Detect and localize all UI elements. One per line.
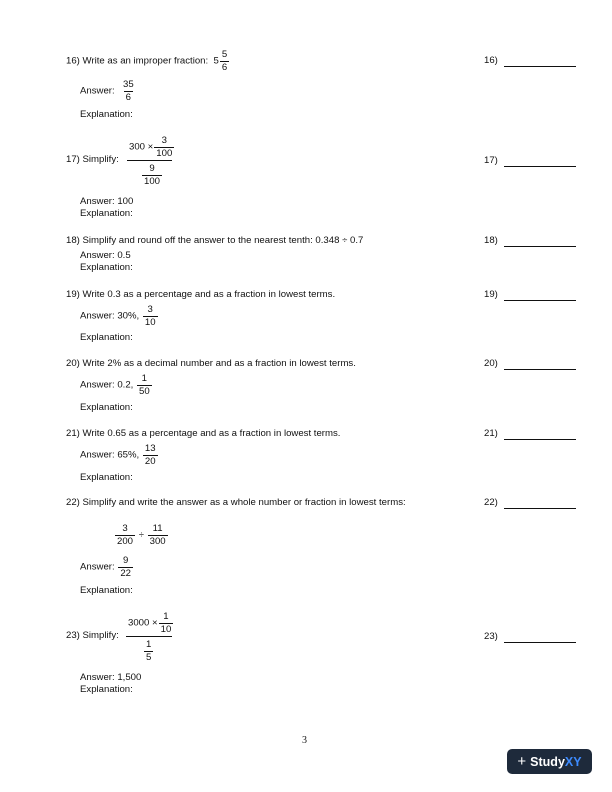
q23-top-expression: 3000 × $\frac{1}{10}$ (128, 611, 172, 635)
answer-label: Answer: 0.2, (80, 379, 134, 391)
answer-16 (80, 80, 137, 102)
question-18-text: 18) Simplify and round off the answer to the nearest tenth: 0.348 ÷ 0.7 (66, 235, 364, 246)
q17-main-fraction-bar (127, 160, 172, 161)
answer-fraction: $\frac{3}{10}$ (144, 304, 156, 328)
question-22-text: 22) Simplify and write the answer as a whole number or fraction in lowest terms: (66, 497, 406, 508)
answer-fraction: $\frac{13}{20}$ (144, 443, 156, 467)
answer-fraction: $\frac{1}{50}$ (139, 373, 150, 397)
answer-blank-20[interactable] (504, 369, 576, 370)
answer-22 (80, 556, 134, 578)
question-16-text: 16) Write as an improper fraction: (66, 55, 209, 67)
q23-main-fraction-bar (126, 636, 172, 637)
divide-operator: ÷ (138, 529, 144, 541)
answer-number-16: 16) (484, 55, 498, 66)
plus-icon: + (517, 753, 527, 770)
mixed-number-whole: 5 (213, 55, 219, 67)
question-20-text: 20) Write 2% as a decimal number and as a fraction in lowest terms. (66, 358, 356, 369)
answer-number-23: 23) (484, 631, 498, 642)
answer-fraction: $\frac{35}{6}$ (123, 79, 134, 103)
answer-number-21: 21) (484, 428, 498, 439)
answer-18: Answer: 0.5 (80, 250, 131, 261)
answer-label: Answer: (80, 561, 115, 573)
answer-19 (80, 305, 159, 327)
answer-label: Answer: 65%, (80, 449, 140, 461)
answer-blank-21[interactable] (504, 439, 576, 440)
explanation-23: Explanation: (80, 684, 133, 695)
answer-fraction: $\frac{9}{22}$ (120, 555, 131, 579)
answer-label: Answer: 30%, (80, 310, 140, 322)
question-16 (66, 50, 230, 72)
answer-blank-17[interactable] (504, 166, 576, 167)
question-19-text: 19) Write 0.3 as a percentage and as a fraction in lowest terms. (66, 289, 336, 300)
explanation-22: Explanation: (80, 585, 133, 596)
explanation-21: Explanation: (80, 472, 133, 483)
explanation-20: Explanation: (80, 402, 133, 413)
answer-number-18: 18) (484, 235, 498, 246)
answer-17: Answer: 100 (80, 196, 134, 207)
answer-blank-16[interactable] (504, 66, 576, 67)
question-21-text: 21) Write 0.65 as a percentage and as a fraction in lowest terms. (66, 428, 341, 439)
q17-top-expression: 300 × $\frac{3}{100}$ (129, 135, 173, 159)
answer-number-17: 17) (484, 155, 498, 166)
page-number: 3 (302, 735, 307, 746)
explanation-19: Explanation: (80, 332, 133, 343)
answer-blank-22[interactable] (504, 508, 576, 509)
answer-21 (80, 444, 159, 466)
answer-label: Answer: (80, 85, 115, 97)
answer-blank-19[interactable] (504, 300, 576, 301)
answer-number-19: 19) (484, 289, 498, 300)
answer-blank-18[interactable] (504, 246, 576, 247)
q23-bottom-fraction: $\frac{1}{5}$ (146, 639, 152, 663)
explanation-18: Explanation: (80, 262, 133, 273)
q17-bottom-fraction: $\frac{9}{100}$ (144, 163, 161, 187)
explanation-16: Explanation: (80, 109, 133, 120)
explanation-17: Explanation: (80, 208, 133, 219)
studyxy-logo: + Study XY (507, 749, 592, 774)
question-23-label: 23) Simplify: (66, 630, 119, 641)
mixed-number-fraction: $\frac{5}{6}$ (221, 49, 228, 73)
q22-expression: $\frac{3}{200}$ ÷ $\frac{11}{300}$ (117, 523, 166, 547)
question-17-label: 17) Simplify: (66, 154, 119, 165)
answer-number-20: 20) (484, 358, 498, 369)
answer-23: Answer: 1,500 (80, 672, 142, 683)
answer-20 (80, 374, 153, 396)
answer-blank-23[interactable] (504, 642, 576, 643)
answer-number-22: 22) (484, 497, 498, 508)
